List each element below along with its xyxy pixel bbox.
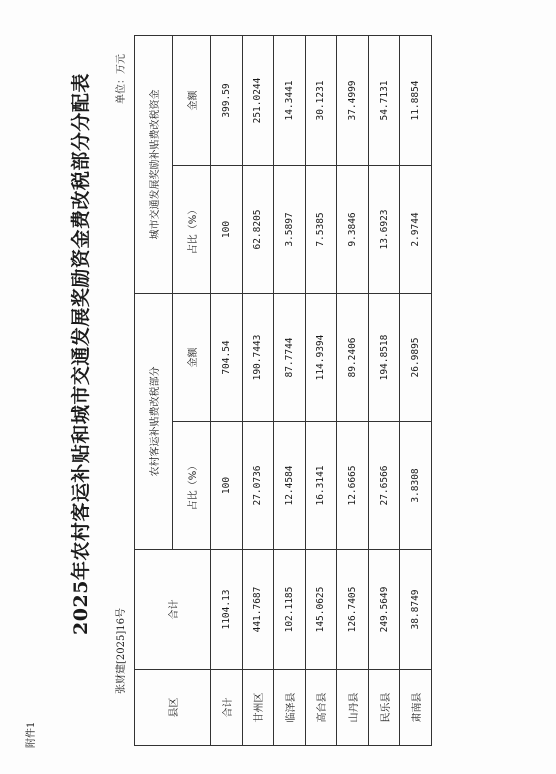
header-rural-ratio: 占比（%）	[173, 422, 211, 550]
table-row	[337, 36, 369, 746]
table-row	[400, 36, 432, 746]
row-county: 肃南县	[400, 670, 432, 746]
header-total: 合计	[135, 550, 211, 670]
document-title: 2025年农村客运补贴和城市交通发展奖励资金费改税部分分配表	[70, 73, 92, 635]
row-total: 249.5649	[368, 550, 400, 670]
row-urban-ratio: 7.5385	[305, 166, 337, 294]
row-total: 102.1185	[274, 550, 306, 670]
row-rural-amount: 26.9895	[400, 294, 432, 422]
row-rural-amount: 89.2406	[337, 294, 369, 422]
header-county: 县区	[135, 670, 211, 746]
row-urban-amount: 37.4999	[337, 36, 369, 166]
row-urban-ratio: 2.9744	[400, 166, 432, 294]
row-county: 甘州区	[242, 670, 274, 746]
allocation-table	[134, 35, 432, 746]
row-county: 民乐县	[368, 670, 400, 746]
row-urban-amount: 54.7131	[368, 36, 400, 166]
annex-label: 附件1	[26, 721, 37, 748]
table-row	[242, 36, 274, 746]
row-rural-amount: 704.54	[211, 294, 243, 422]
row-rural-ratio: 27.0736	[242, 422, 274, 550]
row-total: 145.0625	[305, 550, 337, 670]
row-urban-ratio: 100	[211, 166, 243, 294]
row-urban-ratio: 3.5897	[274, 166, 306, 294]
row-rural-ratio: 27.6566	[368, 422, 400, 550]
header-rural-amount: 金额	[173, 294, 211, 422]
unit-label: 单位：万元	[116, 54, 127, 104]
row-rural-amount: 87.7744	[274, 294, 306, 422]
row-urban-amount: 30.1231	[305, 36, 337, 166]
table-row	[368, 36, 400, 746]
row-urban-ratio: 9.3846	[337, 166, 369, 294]
row-county: 合计	[211, 670, 243, 746]
header-urban-ratio: 占比（%）	[173, 166, 211, 294]
header-urban-group: 城市交通发展奖励补贴费改税资金	[135, 36, 173, 294]
row-urban-amount: 251.0244	[242, 36, 274, 166]
row-rural-ratio: 12.4584	[274, 422, 306, 550]
row-rural-ratio: 16.3141	[305, 422, 337, 550]
row-county: 高台县	[305, 670, 337, 746]
header-urban-amount: 金额	[173, 36, 211, 166]
row-urban-amount: 399.59	[211, 36, 243, 166]
header-rural-group: 农村客运补贴费改税部分	[135, 294, 173, 550]
row-urban-amount: 11.8854	[400, 36, 432, 166]
row-rural-amount: 190.7443	[242, 294, 274, 422]
row-urban-ratio: 62.8205	[242, 166, 274, 294]
row-rural-ratio: 100	[211, 422, 243, 550]
table-row	[305, 36, 337, 746]
table-row	[211, 36, 243, 746]
row-total: 38.8749	[400, 550, 432, 670]
row-urban-ratio: 13.6923	[368, 166, 400, 294]
row-county: 山丹县	[337, 670, 369, 746]
row-rural-amount: 114.9394	[305, 294, 337, 422]
row-urban-amount: 14.3441	[274, 36, 306, 166]
row-total: 441.7687	[242, 550, 274, 670]
row-county: 临泽县	[274, 670, 306, 746]
row-rural-ratio: 12.6665	[337, 422, 369, 550]
row-rural-ratio: 3.8308	[400, 422, 432, 550]
row-rural-amount: 194.8518	[368, 294, 400, 422]
row-total: 1104.13	[211, 550, 243, 670]
document-number: 张财建[2025]16号	[116, 608, 127, 694]
table-row	[274, 36, 306, 746]
row-total: 126.7405	[337, 550, 369, 670]
